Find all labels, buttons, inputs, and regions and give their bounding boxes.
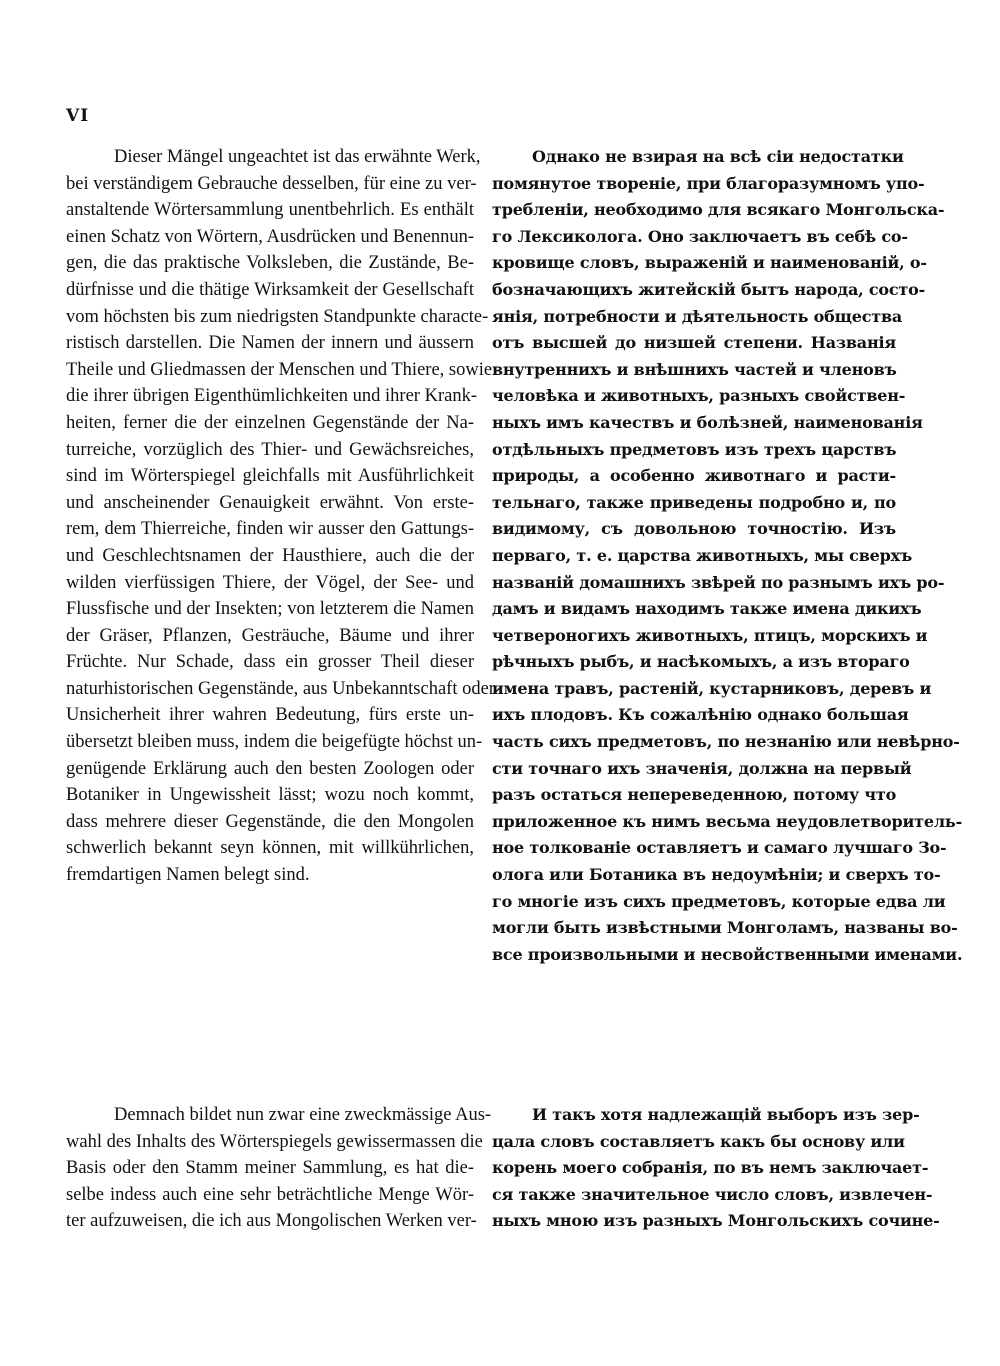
text-line: четвероногихъ животныхъ, птицъ, морскихъ и — [492, 625, 928, 645]
german-paragraph — [66, 144, 495, 889]
text-line: selbe indess auch eine sehr beträchtliche Menge Wör- — [66, 1184, 474, 1205]
text-line: И такъ хотя надлежащій выборъ изъ зер- — [532, 1105, 920, 1124]
text-line: naturhistorischen Gegenstände, aus Unbekanntschaft oder — [66, 678, 495, 699]
text-line: видимому, съ довольною точностію. Изъ — [492, 519, 896, 539]
russian-paragraph — [492, 1102, 940, 1235]
russian-paragraph — [492, 144, 963, 968]
right-column-paragraph-2 — [492, 1102, 940, 1235]
text-line: корень моего собранія, по въ немъ заключает- — [492, 1158, 929, 1178]
text-line: могли быть извѣстными Монголамъ, названы во- — [492, 918, 958, 938]
text-line: ныхъ мною изъ разныхъ Монгольскихъ сочине- — [492, 1211, 940, 1231]
text-line: rem, dem Thierreiche, finden wir ausser den Gattungs- — [66, 519, 474, 540]
text-line: Basis oder den Stamm meiner Sammlung, es hat die- — [66, 1158, 474, 1179]
text-line: Theile und Gliedmassen der Menschen und Thiere, sowie — [66, 359, 493, 380]
left-column-paragraph-2 — [66, 1102, 492, 1235]
text-line: wahl des Inhalts des Wörterspiegels gewissermassen die — [66, 1131, 483, 1152]
text-line: die ihrer übrigen Eigenthümlichkeiten und ihrer Krank- — [66, 386, 477, 407]
text-line: янія, потребности и дѣятельность общества — [492, 306, 903, 326]
text-line: ное толкованіе оставляетъ и самаго лучшаго Зо- — [492, 838, 947, 858]
text-line: Demnach bildet nun zwar eine zweckmässige Aus- — [114, 1105, 492, 1125]
text-line: genügende Erklärung auch den besten Zoologen oder — [66, 758, 474, 779]
text-line: dürfnisse und die thätige Wirksamkeit der Gesellschaft — [66, 279, 474, 300]
text-line: приложенное къ нимъ весьма неудовлетворитель- — [492, 811, 963, 831]
text-line: Однако не взирая на всѣ сіи недостатки — [532, 147, 904, 166]
text-line: und Geschlechtsnamen der Hausthiere, auch die der — [66, 545, 474, 566]
page-number: VI — [66, 106, 90, 126]
text-line: Unsicherheit ihrer wahren Bedeutung, fürs erste un- — [66, 705, 474, 726]
right-column-paragraph-1 — [492, 144, 963, 968]
text-line: und anscheinender Genauigkeit erwähnt. Von erste- — [66, 492, 474, 513]
text-line: го Лексиколога. Оно заключаетъ въ себѣ со- — [492, 226, 908, 246]
text-line: übersetzt bleiben muss, indem die beigefügte höchst un- — [66, 732, 483, 753]
text-line: Flussfische und der Insekten; von letzterem die Namen — [66, 599, 474, 620]
text-line: ся также значительное число словъ, извлечен- — [492, 1184, 933, 1204]
text-line: schwerlich bekannt seyn können, mit willkührlichen, — [66, 838, 474, 859]
text-line: sind im Wörterspiegel gleichfalls mit Ausführlichkeit — [66, 466, 474, 487]
text-line: тельнаго, также приведены подробно и, по — [492, 492, 896, 512]
text-line: dass mehrere dieser Gegenstände, die den Mongolen — [66, 811, 474, 832]
text-line: кровище словъ, выраженій и наименованій, о- — [492, 253, 927, 273]
text-line: der Gräser, Pflanzen, Gesträuche, Bäume und ihrer — [66, 625, 474, 646]
text-line: помянутое твореніе, при благоразумномъ упо- — [492, 173, 925, 193]
text-line: anstaltende Wörtersammlung unentbehrlich. Es enthält — [66, 200, 474, 221]
text-line: имена травъ, растеній, кустарниковъ, деревъ и — [492, 678, 932, 698]
text-line: vom höchsten bis zum niedrigsten Standpunkte characte- — [66, 306, 489, 327]
text-line: ихъ плодовъ. Къ сожалѣнію однако большая — [492, 705, 909, 725]
text-line: ter aufzuweisen, die ich aus Mongolischen Werken ver- — [66, 1211, 477, 1232]
text-line: ныхъ имъ качествъ и болѣзней, наименованія — [492, 412, 923, 432]
text-line: turreiche, vorzüglich des Thier- und Gewächsreiches, — [66, 439, 474, 460]
text-line: цала словъ составляетъ какъ бы основу или — [492, 1131, 905, 1151]
text-line: названій домашнихъ звѣрей по разнымъ ихъ ро- — [492, 572, 945, 592]
text-line: бозначающихъ житейскій бытъ народа, состо- — [492, 279, 926, 299]
text-line: все произвольными и несвойственными именами. — [492, 944, 963, 964]
text-line: часть сихъ предметовъ, по незнанію или невѣрно- — [492, 732, 960, 752]
text-line: Früchte. Nur Schade, dass ein grosser Theil dieser — [66, 652, 474, 673]
left-column-paragraph-1 — [66, 144, 495, 889]
text-line: Dieser Mängel ungeachtet ist das erwähnte Werk, — [114, 147, 481, 167]
text-line: gen, die das praktische Volksleben, die Zustände, Be- — [66, 253, 474, 274]
text-line: сти точнаго ихъ значенія, должна на первый — [492, 758, 912, 778]
german-paragraph — [66, 1102, 492, 1235]
text-line: отъ высшей до низшей степени. Названія — [492, 333, 896, 353]
text-line: wilden vierfüssigen Thiere, der Vögel, der See- und — [66, 572, 474, 593]
text-line: ristisch darstellen. Die Namen der innern und äussern — [66, 333, 474, 354]
text-line: bei verständigem Gebrauche desselben, für eine zu ver- — [66, 173, 477, 194]
text-line: einen Schatz von Wörtern, Ausdrücken und Benennun- — [66, 226, 475, 247]
text-line: Botaniker in Ungewissheit lässt; wozu noch kommt, — [66, 785, 474, 806]
text-line: дамъ и видамъ находимъ также имена дикихъ — [492, 599, 922, 619]
text-line: требленіи, необходимо для всякаго Монгольска- — [492, 200, 945, 220]
text-line: внутреннихъ и внѣшнихъ частей и членовъ — [492, 359, 897, 379]
text-line: перваго, т. е. царства животныхъ, мы сверхъ — [492, 545, 913, 565]
text-line: отдѣльныхъ предметовъ изъ трехъ царствъ — [492, 439, 897, 459]
text-line: разъ остаться непереведенною, потому что — [492, 785, 897, 805]
text-line: олога или Ботаника въ недоумѣніи; и сверхъ то- — [492, 865, 941, 885]
text-line: heiten, ferner die der einzelnen Gegenstände der Na- — [66, 412, 474, 433]
text-line: рѣчныхъ рыбъ, и насѣкомыхъ, а изъ втораго — [492, 652, 910, 672]
text-line: го многіе изъ сихъ предметовъ, которые едва ли — [492, 891, 946, 911]
text-line: человѣка и животныхъ, разныхъ свойствен- — [492, 386, 906, 406]
text-line: fremdartigen Namen belegt sind. — [66, 865, 310, 886]
text-line: природы, а особенно животнаго и расти- — [492, 466, 896, 486]
